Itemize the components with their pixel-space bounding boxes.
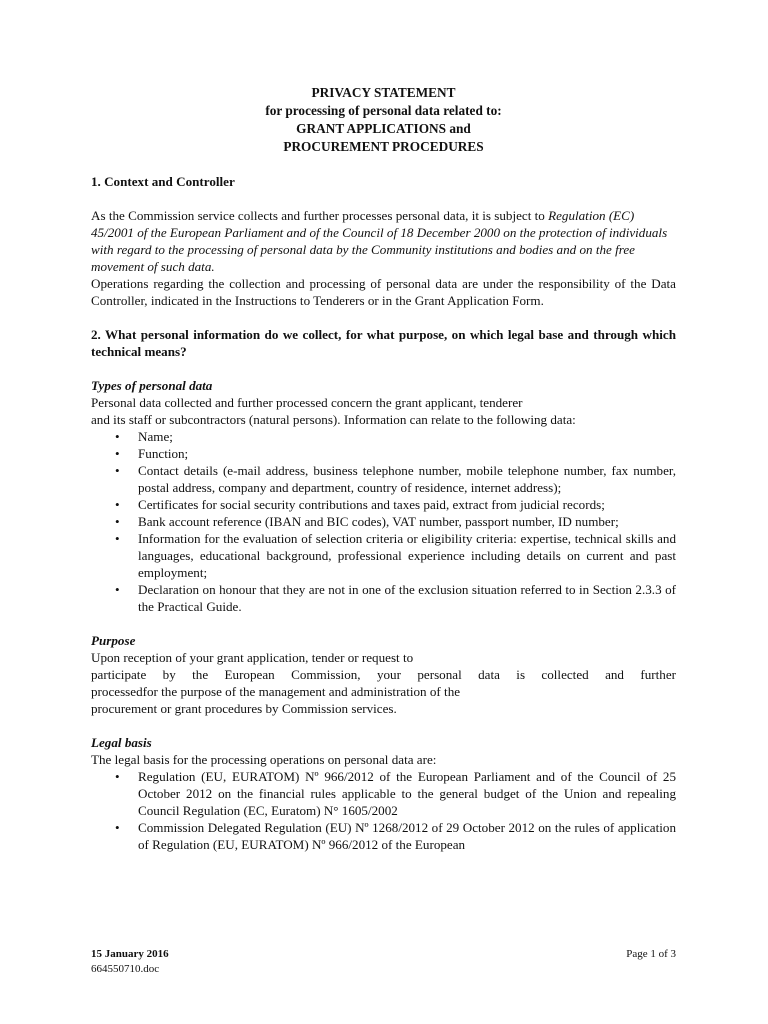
- section-2-heading: 2. What personal information do we collect, for what purpose, on which legal base and through which technical means?: [91, 327, 676, 359]
- bullet-icon: •: [115, 463, 120, 478]
- list-item: • Bank account reference (IBAN and BIC codes), VAT number, passport number, ID number;: [115, 514, 619, 529]
- legal-basis-heading: Legal basis: [91, 735, 152, 750]
- section-1-p1-italic: Regulation (EC) 45/2001 of the European Parliament and of the Council of 18 December 2000 on the protection of individuals with regard to the processing of personal data by the Community institutions and bodies and on the free movement of such data.: [91, 208, 668, 274]
- section-1-paragraph-1: [91, 207, 676, 275]
- section-1-p1-plain: As the Commission service collects and further processes personal data, it is subject to: [91, 208, 545, 223]
- types-heading: Types of personal data: [91, 378, 213, 393]
- legal-basis-list: [91, 768, 676, 853]
- list-item: • Commission Delegated Regulation (EU) Nº 1268/2012 of 29 October 2012 on the rules of application of Regulation (EU, EURATOM) Nº 966/2012 of the European: [115, 820, 676, 852]
- page-footer: [91, 947, 676, 977]
- list-item: • Function;: [115, 446, 189, 461]
- section-1-paragraph-2: Operations regarding the collection and processing of personal data are under the responsibility of the Data Controller, indicated in the Instructions to Tenderers or in the Grant Application Form.: [91, 276, 676, 308]
- footer-filename: 664550710.doc: [91, 963, 160, 975]
- purpose-heading: Purpose: [91, 633, 136, 648]
- section-1-heading: 1. Context and Controller: [91, 174, 235, 189]
- list-item: • Certificates for social security contributions and taxes paid, extract from judicial records;: [115, 497, 605, 512]
- list-item: • Contact details (e-mail address, business telephone number, mobile telephone number, fax number, postal address, company and department, country of residence, internet address);: [115, 463, 676, 495]
- title-line-3: GRANT APPLICATIONS and: [296, 121, 471, 136]
- list-item: • Regulation (EU, EURATOM) Nº 966/2012 of the European Parliament and of the Council of 25 October 2012 on the financial rules applicable to the general budget of the Union and repealing Council Regulation (EC, Euratom) N° 1605/2002: [115, 769, 676, 818]
- list-item: • Declaration on honour that they are not in one of the exclusion situation referred to in Section 2.3.3 of the Practical Guide.: [115, 582, 676, 614]
- bullet-icon: •: [115, 582, 120, 597]
- footer-page-number: Page 1 of 3: [626, 948, 676, 960]
- bullet-icon: •: [115, 820, 120, 835]
- types-line-1: Personal data collected and further processed concern the grant applicant, tenderer: [91, 395, 523, 410]
- bullet-icon: •: [115, 497, 120, 512]
- bullet-icon: •: [115, 769, 120, 784]
- bullet-icon: •: [115, 446, 120, 461]
- types-list: [91, 428, 676, 615]
- purpose-line-3: processedfor the purpose of the management and administration of the: [91, 684, 461, 699]
- types-line-2: and its staff or subcontractors (natural persons). Information can relate to the following data:: [91, 412, 576, 427]
- title-line-2: for processing of personal data related to:: [265, 103, 502, 118]
- purpose-line-1: Upon reception of your grant application, tender or request to: [91, 650, 414, 665]
- bullet-icon: •: [115, 514, 120, 529]
- purpose-line-4: procurement or grant procedures by Commission services.: [91, 701, 397, 716]
- footer-date: 15 January 2016: [91, 948, 169, 960]
- bullet-icon: •: [115, 531, 120, 546]
- document-title: PRIVACY STATEMENT: [311, 85, 456, 100]
- legal-basis-intro: The legal basis for the processing operations on personal data are:: [91, 752, 437, 767]
- document-page: [91, 84, 676, 853]
- bullet-icon: •: [115, 429, 120, 444]
- list-item: • Information for the evaluation of selection criteria or eligibility criteria: expertise, technical skills and languages, educational background, professional experience including details on current and past employment;: [115, 531, 676, 580]
- purpose-line-2: participate by the European Commission, your personal data is collected and further: [91, 667, 676, 682]
- title-line-4: PROCUREMENT PROCEDURES: [283, 139, 484, 154]
- document-title-block: [91, 84, 676, 156]
- list-item: • Name;: [115, 429, 173, 444]
